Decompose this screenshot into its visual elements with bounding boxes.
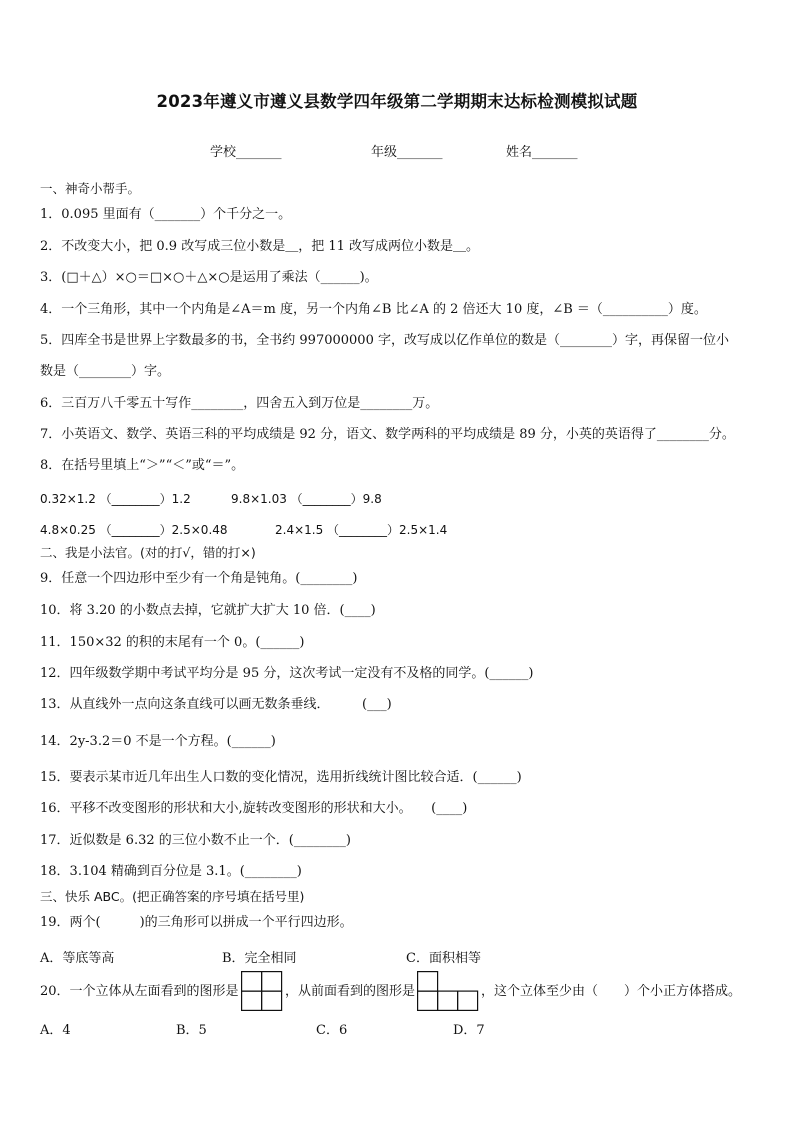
- question-11: 11．150×32 的积的末尾有一个 0。(______): [40, 635, 305, 650]
- question-20-text-3: ，这个立体至少由（ ）个小正方体搭成。: [481, 984, 742, 999]
- q20-option-c: C．6: [316, 1023, 348, 1038]
- exam-title: 2023年遵义市遵义县数学四年级第二学期期末达标检测模拟试题: [156, 92, 638, 111]
- question-6: 6．三百万八千零五十写作________，四舍五入到万位是________万。: [40, 396, 439, 411]
- question-4: 4．一个三角形，其中一个内角是∠A＝m 度，另一个内角∠B 比∠A 的 2 倍还大 10 度，∠B ＝（__________）度。: [40, 302, 707, 317]
- comparison-item: 0.32×1.2 （________）1.2: [40, 492, 191, 506]
- question-3: 3．(□＋△）×○＝□×○＋△×○是运用了乘法（______)。: [40, 270, 378, 285]
- q19-option-a: A．等底等高: [40, 951, 115, 966]
- section-2-heading: 二、我是小法官。(对的打√，错的打×): [40, 545, 256, 560]
- q19-option-b: B．完全相同: [222, 951, 297, 966]
- question-18: 18．3.104 精确到百分位是 3.1。(________): [40, 864, 302, 879]
- section-1-heading: 一、神奇小帮手。: [40, 181, 141, 196]
- comparison-item: 2.4×1.5 （________）2.5×1.4: [275, 523, 448, 537]
- question-7: 7．小英语文、数学、英语三科的平均成绩是 92 分，语文、数学两科的平均成绩是 89 分，小英的英语得了________分。: [40, 427, 735, 442]
- question-5-line-1: 5．四库全书是世界上字数最多的书，全书约 997000000 字，改写成以亿作单位的数是（________）字，再保留一位小: [40, 333, 729, 348]
- school-field: 学校_______: [210, 145, 282, 160]
- question-8: 8．在括号里填上“＞”“＜”或“＝”。: [40, 458, 245, 473]
- left-view-figure: [241, 971, 283, 1011]
- q20-option-b: B．5: [176, 1023, 207, 1038]
- question-1: 1．0.095 里面有（_______）个千分之一。: [40, 207, 292, 222]
- q20-option-a: A．4: [40, 1023, 71, 1038]
- question-19: 19．两个( )的三角形可以拼成一个平行四边形。: [40, 915, 353, 930]
- comparison-item: 9.8×1.03 （________）9.8: [231, 492, 382, 506]
- question-20-text-1: 20．一个立体从左面看到的图形是: [40, 984, 239, 999]
- question-17: 17．近似数是 6.32 的三位小数不止一个．(________): [40, 833, 351, 848]
- q19-option-c: C．面积相等: [406, 951, 481, 966]
- grade-field: 年级_______: [371, 145, 443, 160]
- section-3-heading: 三、快乐 ABC。(把正确答案的序号填在括号里): [40, 889, 305, 904]
- comparison-item: 4.8×0.25 （________）2.5×0.48: [40, 523, 228, 537]
- front-view-figure: [417, 971, 479, 1011]
- question-12: 12．四年级数学期中考试平均分是 95 分，这次考试一定没有不及格的同学。(______): [40, 666, 534, 681]
- question-13: 13．从直线外一点向这条直线可以画无数条垂线． (___): [40, 697, 392, 712]
- question-16: 16．平移不改变图形的形状和大小,旋转改变图形的形状和大小。 (____): [40, 801, 468, 816]
- question-20-text-2: ，从前面看到的图形是: [285, 984, 416, 999]
- question-15: 15．要表示某市近几年出生人口数的变化情况，选用折线统计图比较合适．(______): [40, 770, 522, 785]
- q20-option-d: D．7: [453, 1023, 485, 1038]
- question-2: 2．不改变大小，把 0.9 改写成三位小数是＿，把 11 改写成两位小数是＿。: [40, 239, 480, 254]
- question-9: 9．任意一个四边形中至少有一个角是钝角。(________): [40, 571, 358, 586]
- question-5-line-2: 数是（________）字。: [40, 364, 171, 379]
- question-10: 10．将 3.20 的小数点去掉，它就扩大扩大 10 倍．(____): [40, 603, 376, 618]
- question-14: 14．2y-3.2＝0 不是一个方程。(______): [40, 734, 276, 749]
- name-field: 姓名_______: [506, 145, 578, 160]
